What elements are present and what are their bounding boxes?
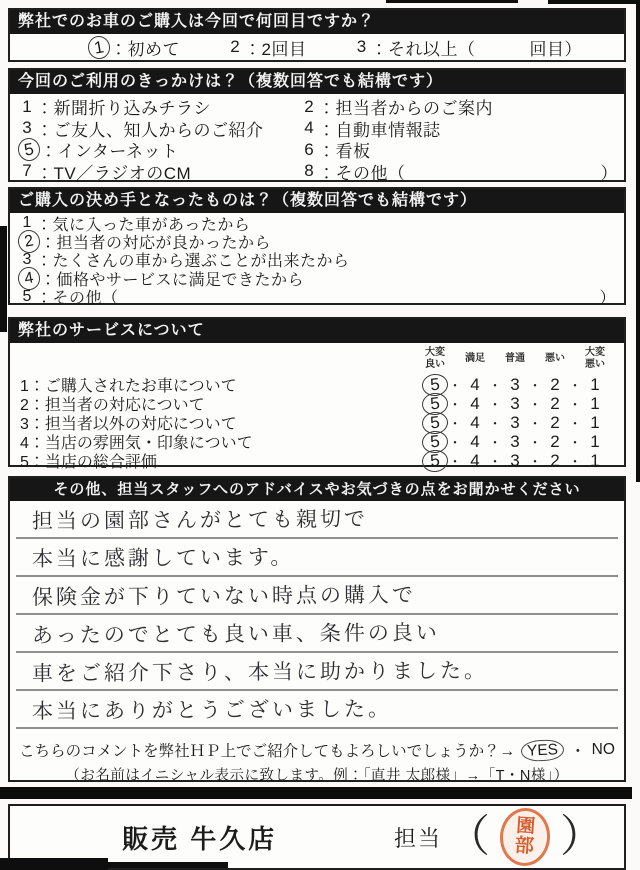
- rating-4[interactable]: 4: [470, 393, 480, 413]
- circled-answer-mark: 4: [16, 265, 42, 291]
- hp-initial-note: （お名前はイニシャル表示に致します。例：「直井 太郎様」→「T・N様」）: [65, 768, 569, 784]
- scale-label-bad: 悪い: [545, 352, 565, 364]
- rating-3[interactable]: 3: [510, 393, 520, 413]
- rating-4[interactable]: 4: [470, 374, 480, 394]
- rating-1[interactable]: 1: [590, 393, 600, 413]
- option-label-suffix: ）: [600, 163, 618, 183]
- comment-line: [16, 539, 618, 577]
- option-label: ：気に入った車があったから: [36, 216, 251, 234]
- rating-4[interactable]: 4: [470, 431, 480, 451]
- rating-5-selected[interactable]: 5: [421, 372, 449, 397]
- staff-in-charge: [394, 808, 604, 866]
- rating-scale: [422, 450, 614, 472]
- option-label: ：TV／ラジオのCM: [36, 163, 192, 183]
- option-label: ：その他（: [36, 290, 119, 308]
- scan-artifact-bottom-bar: [0, 858, 108, 870]
- rating-separator: ・: [448, 454, 462, 469]
- rating-separator: ・: [568, 454, 582, 469]
- rating-separator: ・: [448, 435, 462, 450]
- rating-separator: ・: [488, 416, 502, 431]
- handwritten-text: 本当にありがとうございました。: [31, 697, 393, 724]
- option-label: ：初めて: [110, 39, 180, 59]
- hanko-stamp: [498, 806, 552, 867]
- scan-artifact-left-edge: [0, 226, 7, 332]
- option-tv-radio-cm[interactable]: [18, 161, 300, 183]
- rating-1[interactable]: 1: [590, 450, 600, 470]
- handwritten-text: 本当に感謝しています。: [31, 546, 295, 571]
- close-paren: ）: [560, 812, 604, 861]
- rating-separator: ・: [448, 397, 462, 412]
- comment-line: [16, 501, 618, 539]
- option-label: ：それ以上（: [370, 39, 476, 59]
- option-internet[interactable]: [18, 139, 300, 161]
- scan-artifact-right-edge: [636, 0, 640, 482]
- rating-5-selected[interactable]: 5: [421, 410, 449, 435]
- rating-row-label: 3：担当者以外の対応について: [20, 416, 237, 433]
- section-purchase-count-title: 弊社でのお車のご購入は今回で何回目ですか？: [10, 10, 624, 34]
- rating-row-label: 1：ご購入されたお車について: [20, 378, 237, 395]
- option-more-times[interactable]: [352, 35, 582, 60]
- section-referral-source-title: 今回のご利用のきっかけは？（複数回答でも結構です）: [10, 70, 624, 94]
- hp-yes-selected[interactable]: YES: [521, 738, 565, 761]
- comment-line: [16, 691, 618, 729]
- rating-separator: ・: [568, 397, 582, 412]
- comment-line: [16, 615, 618, 653]
- scan-artifact-top-line: [386, 0, 518, 3]
- hp-separator: ・: [570, 743, 586, 760]
- rating-separator: ・: [488, 435, 502, 450]
- option-label-suffix: ）: [599, 290, 616, 308]
- option-number: 1: [22, 214, 32, 232]
- rating-separator: ・: [488, 454, 502, 469]
- hp-question-text: こちらのコメントを弊社ＨＰ上でご紹介してもよろしいでしょうか？→: [19, 743, 516, 760]
- rating-5-selected[interactable]: 5: [421, 429, 449, 454]
- handwritten-text: あったのでとても良い車、条件の良い: [31, 621, 440, 648]
- rating-separator: ・: [568, 416, 582, 431]
- scan-artifact-bottom-bar: [108, 862, 228, 868]
- open-paren: （: [446, 812, 490, 861]
- option-label: ：看板: [318, 142, 371, 162]
- scale-label-normal: 普通: [505, 352, 525, 364]
- option-friend-referral[interactable]: [18, 118, 300, 140]
- section-comments-title: その他、担当スタッフへのアドバイスやお気づきの点をお聞かせください: [10, 478, 624, 501]
- stamp-char-bottom: 部: [514, 835, 535, 858]
- rating-3[interactable]: 3: [510, 431, 520, 451]
- stamp-char-top: 園: [515, 815, 536, 838]
- rating-row-label: 4：当店の雰囲気・印象について: [20, 435, 253, 452]
- option-label: ：担当者からのご案内: [318, 99, 493, 119]
- section-divider-bar: [0, 787, 632, 799]
- scale-label-very-good: 大変良い: [425, 347, 445, 370]
- handwritten-text: 担当の園部さんがとても親切で: [31, 507, 369, 534]
- rating-4[interactable]: 4: [470, 412, 480, 432]
- option-number: 4: [304, 118, 314, 138]
- option-staff-referral[interactable]: [300, 96, 618, 118]
- rating-2[interactable]: 2: [550, 412, 560, 432]
- option-second-time[interactable]: [226, 35, 306, 60]
- option-first-time[interactable]: [88, 35, 180, 60]
- option-label: ：価格やサービスに満足できたから: [40, 271, 305, 289]
- rating-separator: ・: [488, 397, 502, 412]
- rating-1[interactable]: 1: [590, 374, 600, 394]
- rating-2[interactable]: 2: [550, 431, 560, 451]
- option-number: 3: [22, 250, 32, 268]
- section-comments: [8, 476, 626, 782]
- rating-2[interactable]: 2: [550, 374, 560, 394]
- rating-3[interactable]: 3: [510, 450, 520, 470]
- scale-label-satisfied: 満足: [465, 352, 485, 364]
- option-label-suffix: 回目）: [529, 39, 582, 59]
- circled-answer-mark: 1: [86, 34, 112, 60]
- option-label: ：ご友人、知人からのご紹介: [36, 120, 264, 140]
- handwritten-text: 保険金が下りていない時点の購入で: [31, 583, 417, 610]
- option-label: ：担当者の対応が良かったから: [40, 235, 272, 253]
- rating-row-label: 2：担当者の対応について: [20, 397, 205, 414]
- option-number: 7: [22, 161, 32, 181]
- section-purchase-count: [8, 8, 626, 62]
- scale-label-very-bad: 大変悪い: [585, 347, 605, 370]
- option-label: ：その他（: [318, 163, 406, 183]
- rating-separator: ・: [528, 435, 542, 450]
- circled-answer-mark: 2: [16, 228, 42, 254]
- rating-separator: ・: [528, 378, 542, 393]
- staff-label: 担当: [393, 825, 442, 851]
- option-number: 3: [356, 37, 367, 56]
- rating-row-overall: [10, 451, 624, 470]
- rating-separator: ・: [568, 435, 582, 450]
- option-number: 5: [22, 287, 32, 305]
- handwritten-text: 車をご紹介下さり、本当に助かりました。: [31, 659, 489, 686]
- deciding-factor-options: [10, 213, 624, 306]
- rating-separator: ・: [488, 378, 502, 393]
- rating-1[interactable]: 1: [590, 431, 600, 451]
- rating-scale-header: [10, 343, 624, 375]
- option-label: ：新聞折り込みチラシ: [36, 99, 211, 119]
- comment-line: [16, 653, 618, 691]
- rating-5-selected[interactable]: 5: [421, 448, 449, 473]
- option-label: ：2回目: [244, 39, 307, 59]
- option-other-factor[interactable]: [18, 288, 616, 306]
- rating-separator: ・: [448, 378, 462, 393]
- option-newspaper-flyer[interactable]: [18, 96, 300, 118]
- option-label: ：インターネット: [40, 142, 179, 162]
- rating-3[interactable]: 3: [510, 374, 520, 394]
- purchase-count-options: [10, 34, 624, 60]
- option-other-referral[interactable]: [300, 161, 618, 183]
- rating-1[interactable]: 1: [590, 412, 600, 432]
- rating-separator: ・: [528, 454, 542, 469]
- scan-artifact-top-line: [548, 0, 640, 4]
- rating-5-selected[interactable]: 5: [421, 391, 449, 416]
- option-number: 8: [304, 161, 314, 181]
- section-referral-source: [8, 68, 626, 182]
- section-service-rating-title: 弊社のサービスについて: [10, 319, 624, 343]
- rating-separator: ・: [528, 397, 542, 412]
- referral-options: [10, 94, 624, 182]
- section-deciding-factor-title: ご購入の決め手となったものは？（複数回答でも結構です）: [10, 189, 624, 213]
- circled-answer-mark: 5: [16, 137, 42, 163]
- option-number: 1: [22, 96, 32, 116]
- rating-3[interactable]: 3: [510, 412, 520, 432]
- option-signboard[interactable]: [300, 139, 618, 161]
- rating-4[interactable]: 4: [470, 450, 480, 470]
- option-car-magazine[interactable]: [300, 118, 618, 140]
- rating-separator: ・: [448, 416, 462, 431]
- rating-row-label: 5：当店の総合評価: [20, 454, 157, 471]
- rating-2[interactable]: 2: [550, 393, 560, 413]
- comment-line: [16, 577, 618, 615]
- section-deciding-factor: [8, 187, 626, 308]
- hp-permission-question: [10, 739, 624, 761]
- option-number: 6: [304, 139, 314, 159]
- rating-separator: ・: [528, 416, 542, 431]
- rating-separator: ・: [568, 378, 582, 393]
- option-number: 2: [304, 96, 314, 116]
- rating-2[interactable]: 2: [550, 450, 560, 470]
- store-name: 販売 牛久店: [122, 823, 278, 854]
- option-label: ：たくさんの車から選ぶことが出来たから: [36, 253, 350, 271]
- option-label: ：自動車情報誌: [318, 120, 441, 140]
- hp-no-option[interactable]: NO: [591, 741, 615, 758]
- option-number: 2: [230, 37, 240, 56]
- section-service-rating: [8, 317, 626, 471]
- option-number: 3: [22, 118, 32, 138]
